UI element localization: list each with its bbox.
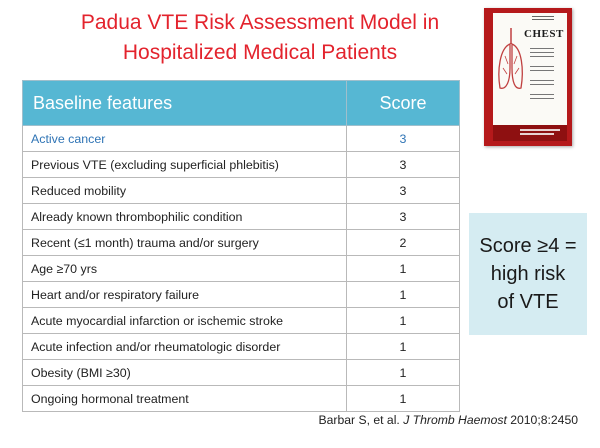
- cover-text-line: [530, 52, 554, 53]
- score-cell: 1: [347, 334, 460, 360]
- slide-title-line-2: Hospitalized Medical Patients: [122, 41, 398, 64]
- callout-line-1: Score ≥4 =: [479, 235, 577, 257]
- header-baseline-features: Baseline features: [23, 81, 347, 126]
- score-cell: 3: [347, 152, 460, 178]
- score-cell: 3: [347, 178, 460, 204]
- feature-cell: Already known thrombophilic condition: [23, 204, 347, 230]
- table-row: [23, 152, 460, 178]
- citation-authors: Barbar S, et al.: [318, 413, 400, 427]
- score-cell: 1: [347, 308, 460, 334]
- score-cell: 1: [347, 256, 460, 282]
- feature-cell: Acute infection and/or rheumatologic disorder: [23, 334, 347, 360]
- citation-journal: J Thromb Haemost: [403, 413, 507, 427]
- feature-cell: Age ≥70 yrs: [23, 256, 347, 282]
- cover-text-line: [530, 70, 554, 71]
- score-cell: 1: [347, 386, 460, 412]
- score-cell: 1: [347, 282, 460, 308]
- chest-journal-cover-image: [484, 8, 572, 146]
- feature-cell: Acute myocardial infarction or ischemic stroke: [23, 308, 347, 334]
- cover-text-line: [530, 84, 554, 85]
- cover-text-line: [530, 94, 554, 95]
- slide-title: [40, 8, 480, 68]
- feature-cell: Previous VTE (excluding superficial phlebitis): [23, 152, 347, 178]
- cover-text-line: [530, 56, 554, 57]
- table-row: [23, 282, 460, 308]
- score-cell: 2: [347, 230, 460, 256]
- citation-details: 2010;8:2450: [510, 413, 578, 427]
- table-row: [23, 334, 460, 360]
- callout-line-3: of VTE: [497, 291, 559, 313]
- table-row: [23, 178, 460, 204]
- header-score: Score: [347, 81, 460, 126]
- citation: [319, 413, 578, 427]
- feature-cell: Ongoing hormonal treatment: [23, 386, 347, 412]
- feature-cell: Active cancer: [23, 126, 347, 152]
- table-row: [23, 256, 460, 282]
- cover-text-line: [530, 98, 554, 99]
- risk-score-table: [22, 80, 460, 412]
- callout-line-2: high risk: [490, 263, 566, 285]
- score-cell: 3: [347, 204, 460, 230]
- table-row: [23, 308, 460, 334]
- cover-footer-text: [520, 133, 554, 135]
- table-header-row: [23, 81, 460, 126]
- table-row: [23, 230, 460, 256]
- slide-title-line-1: Padua VTE Risk Assessment Model in: [80, 11, 440, 34]
- feature-cell: Reduced mobility: [23, 178, 347, 204]
- score-cell: 3: [347, 126, 460, 152]
- table-row: [23, 386, 460, 412]
- cover-text-line: [530, 48, 554, 49]
- cover-footer-text: [520, 129, 560, 131]
- feature-cell: Recent (≤1 month) trauma and/or surgery: [23, 230, 347, 256]
- score-cell: 1: [347, 360, 460, 386]
- cover-text-line: [530, 80, 554, 81]
- table-row: [23, 126, 460, 152]
- risk-threshold-callout: [469, 213, 587, 335]
- table-row: [23, 204, 460, 230]
- table-row: [23, 360, 460, 386]
- feature-cell: Heart and/or respiratory failure: [23, 282, 347, 308]
- cover-journal-name: CHEST: [524, 28, 564, 40]
- feature-cell: Obesity (BMI ≥30): [23, 360, 347, 386]
- cover-text-line: [530, 66, 554, 67]
